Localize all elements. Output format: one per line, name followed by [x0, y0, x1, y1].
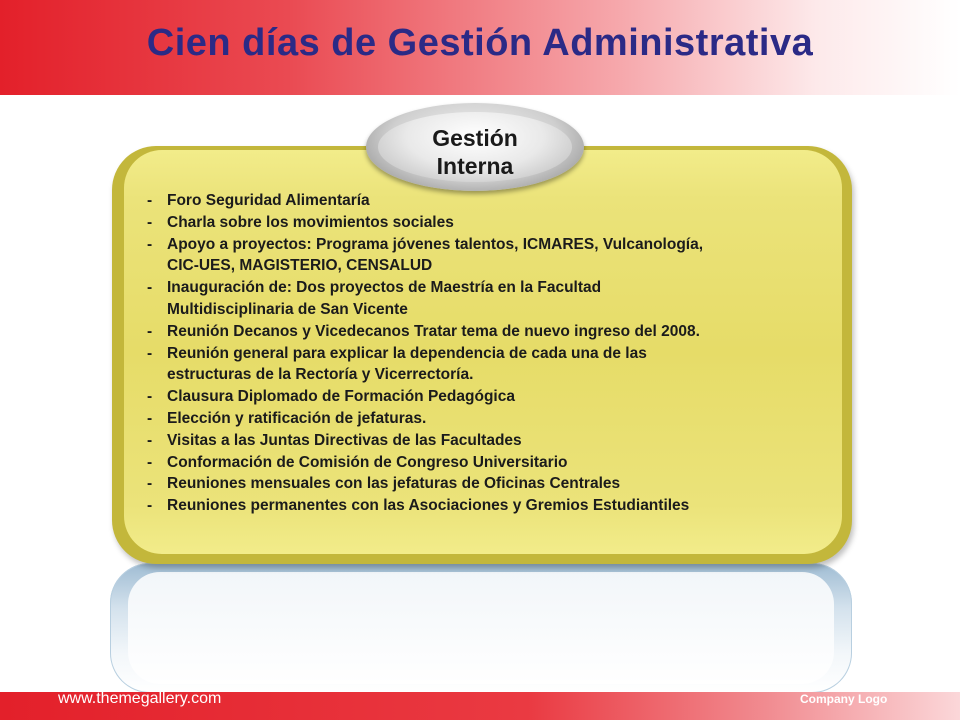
list-item-text: Charla sobre los movimientos sociales: [167, 213, 454, 231]
list-dash: -: [147, 279, 153, 297]
slide-title: Cien días de Gestión Administrativa: [146, 22, 814, 64]
list-item: [147, 212, 827, 234]
list-item-continuation: estructuras de la Rectoría y Vicerrectoría.: [167, 366, 474, 384]
list-item-text: Conformación de Comisión de Congreso Universitario: [167, 453, 568, 471]
badge-line-1: Gestión: [432, 125, 518, 151]
list-item: [147, 495, 827, 517]
list-dash: -: [147, 453, 153, 471]
list-item-text: Clausura Diplomado de Formación Pedagógica: [167, 388, 515, 406]
activity-list: [147, 190, 827, 517]
list-item: [147, 473, 827, 495]
list-item: [147, 190, 827, 212]
list-item-text: Reuniones mensuales con las jefaturas de Oficinas Centrales: [167, 475, 621, 493]
list-item: [147, 408, 827, 430]
footer-url[interactable]: www.themegallery.com: [58, 690, 222, 707]
list-item-text: Inauguración de: Dos proyectos de Maestría en la Facultad: [167, 279, 602, 297]
list-dash: -: [147, 344, 153, 362]
list-dash: -: [147, 475, 153, 493]
section-badge-label: [378, 124, 572, 180]
list-item: [147, 386, 827, 408]
list-dash: -: [147, 192, 153, 209]
list-item: [147, 234, 827, 278]
blue-panel-inner: [128, 572, 834, 684]
list-item-continuation: CIC-UES, MAGISTERIO, CENSALUD: [167, 257, 433, 275]
list-item-text: Foro Seguridad Alimentaría: [167, 192, 370, 209]
list-dash: -: [147, 235, 153, 253]
list-item-continuation: Multidisciplinaria de San Vicente: [167, 300, 408, 318]
list-dash: -: [147, 497, 153, 515]
list-item: [147, 430, 827, 452]
list-item: [147, 452, 827, 474]
list-item-text: Apoyo a proyectos: Programa jóvenes talentos, ICMARES, Vulcanología,: [167, 235, 704, 253]
list-dash: -: [147, 213, 153, 231]
list-item-text: Visitas a las Juntas Directivas de las Facultades: [167, 431, 522, 449]
company-logo: Company Logo: [800, 692, 888, 706]
list-item: [147, 321, 827, 343]
list-item: [147, 277, 827, 321]
list-dash: -: [147, 388, 153, 406]
list-item-text: Reunión Decanos y Vicedecanos Tratar tema de nuevo ingreso del 2008.: [167, 322, 700, 340]
badge-line-2: Interna: [436, 153, 514, 179]
list-item-text: Reuniones permanentes con las Asociaciones y Gremios Estudiantiles: [167, 497, 690, 515]
list-item: [147, 343, 827, 387]
list-dash: -: [147, 431, 153, 449]
list-item-text: Elección y ratificación de jefaturas.: [167, 409, 427, 427]
list-dash: -: [147, 322, 153, 340]
list-dash: -: [147, 409, 153, 427]
list-item-text: Reunión general para explicar la dependencia de cada una de las: [167, 344, 647, 362]
